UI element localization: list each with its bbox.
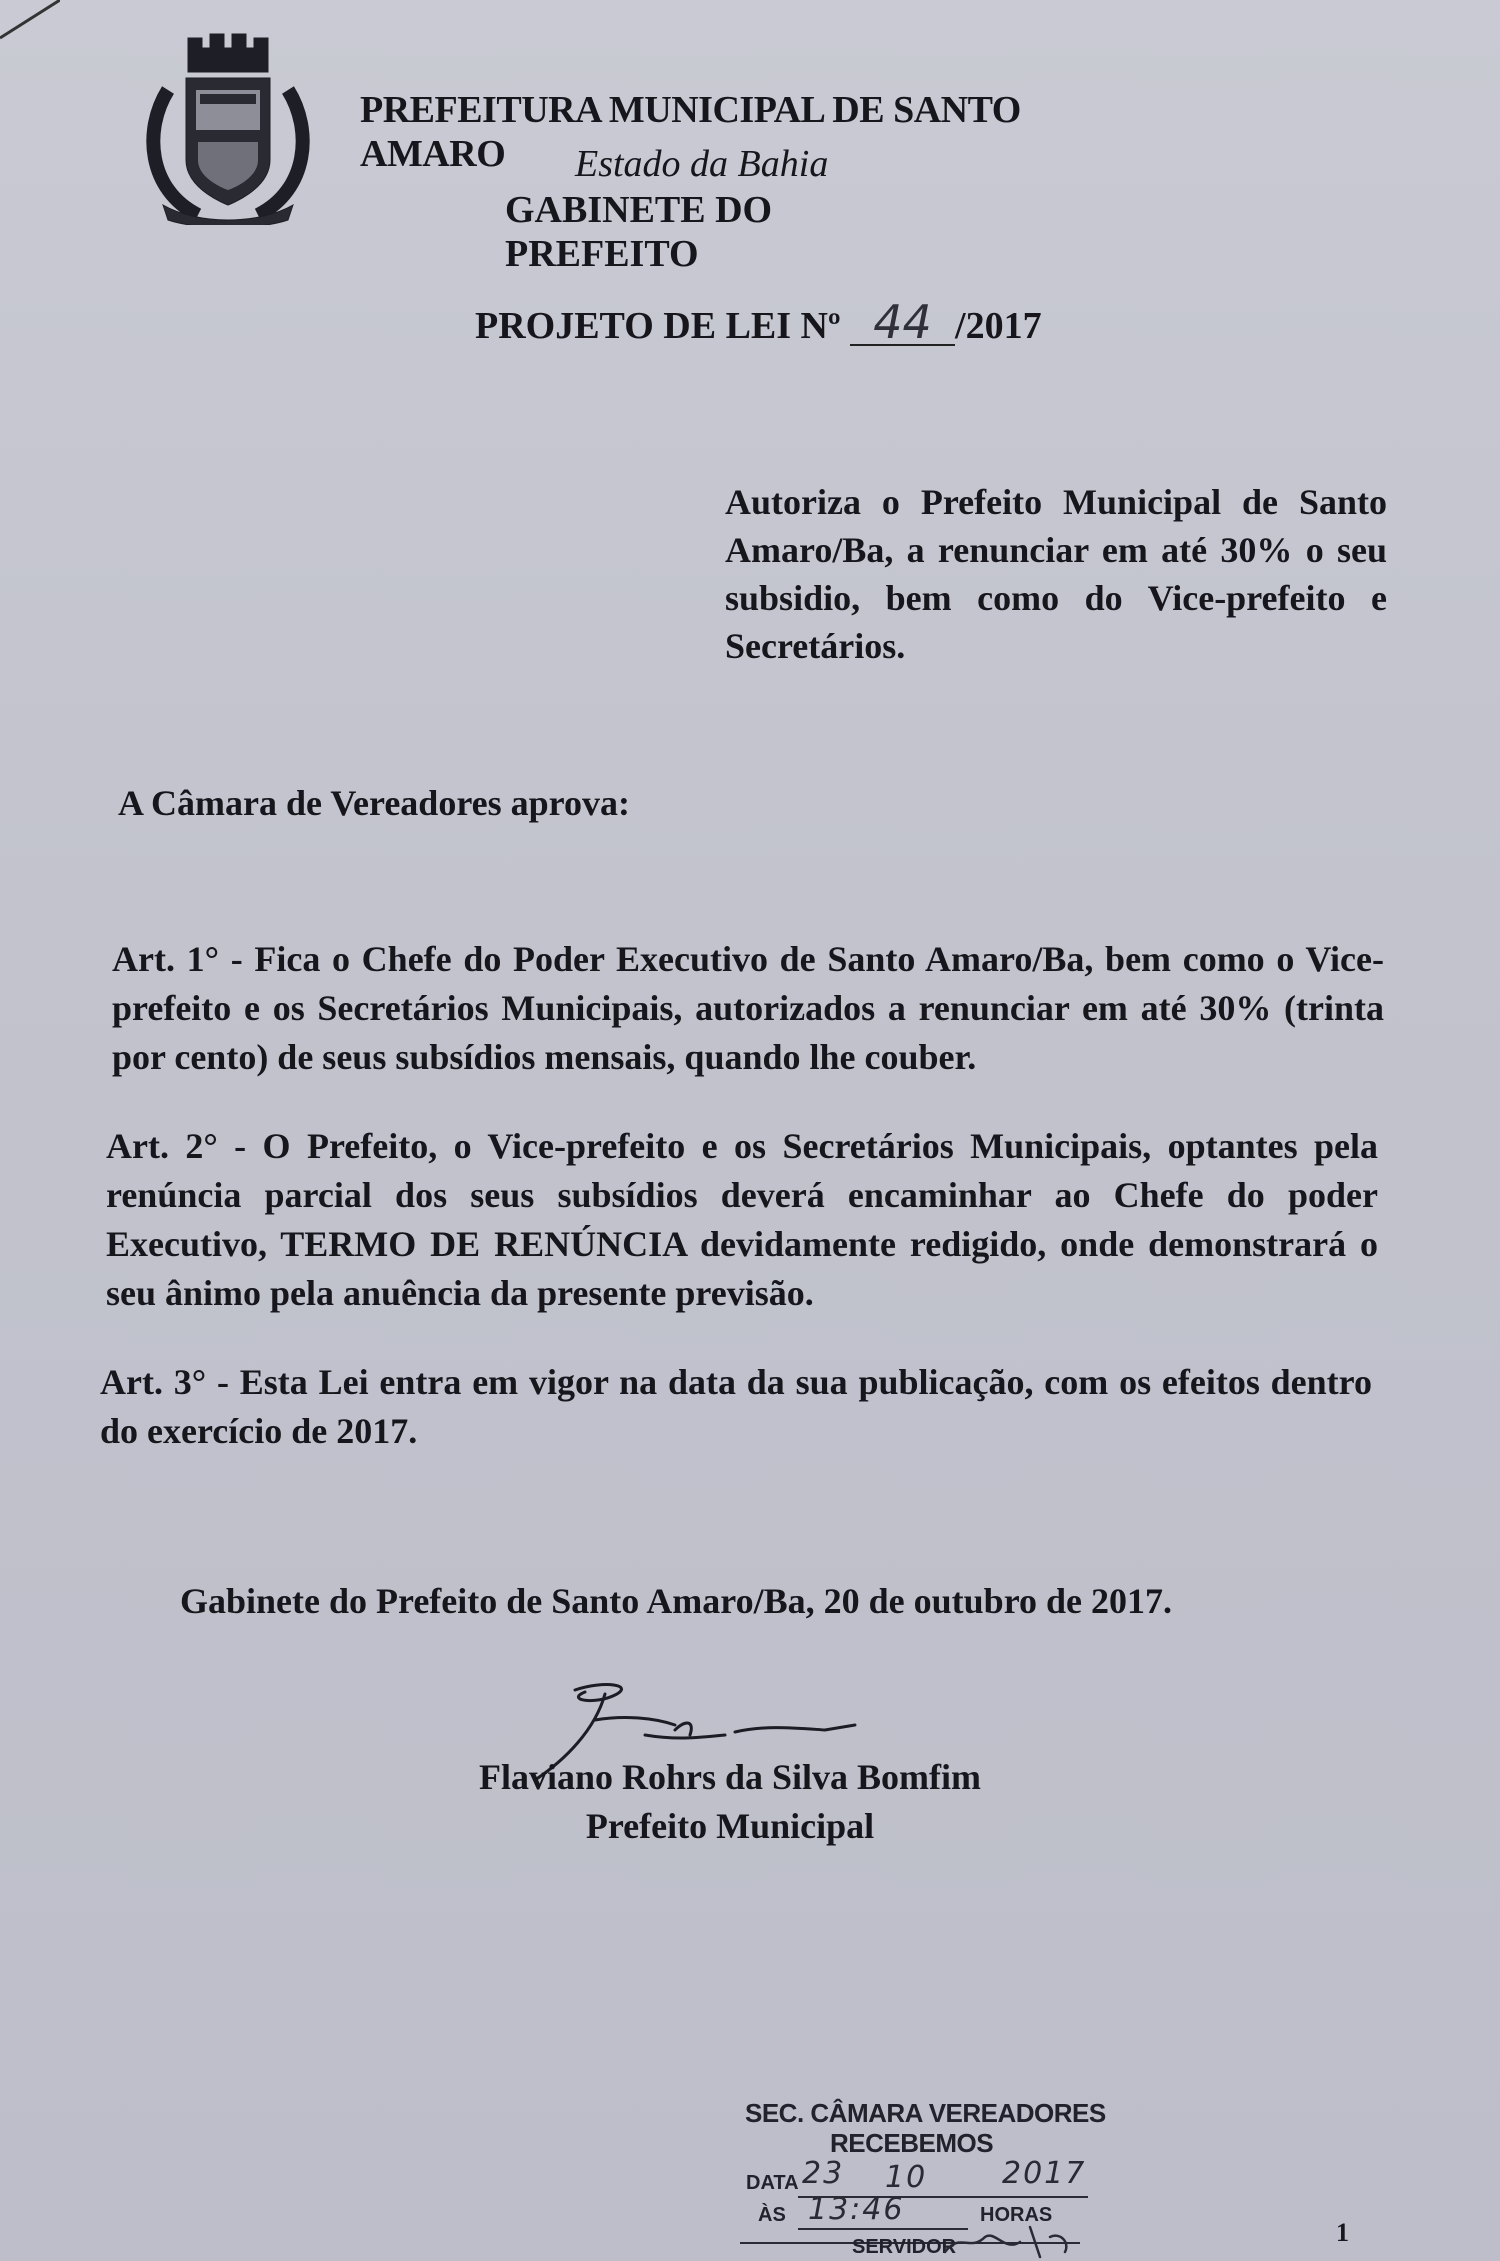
bill-title-year: /2017 (955, 305, 1042, 347)
article-1: Art. 1° - Fica o Chefe do Poder Executivo de Santo Amaro/Ba, bem como o Vice-prefeito e os Secretários Municipais, autorizados a renunciar em até 30% (trinta por cento) de seus subsídios mensais, quando lhe couber. (112, 939, 1384, 1077)
closing-date-line: Gabinete do Prefeito de Santo Amaro/Ba, 20 de outubro de 2017. (180, 1581, 1173, 1621)
page-number: 1 (1336, 2218, 1349, 2247)
stamp-server-label: SERVIDOR (852, 2236, 957, 2258)
stamp-received-label: RECEBEMOS (830, 2128, 994, 2158)
coat-of-arms-icon (138, 30, 318, 225)
bill-summary: Autoriza o Prefeito Municipal de Santo Amaro/Ba, a renunciar em até 30% o seu subsidio, bem como do Vice-prefeito e Secretários. (725, 482, 1387, 666)
stamp-date-label: DATA (746, 2172, 799, 2194)
bill-title (475, 295, 1042, 349)
stamp-date-day: 23 (802, 2156, 845, 2191)
stamp-time-label: ÀS (758, 2204, 786, 2226)
letterhead-office: GABINETE DO PREFEITO (505, 189, 773, 275)
stamp-chamber-label: SEC. CÂMARA VEREADORES (745, 2098, 1106, 2128)
stamp-server-initials (940, 2222, 1080, 2261)
stamp-time-value: 13:46 (808, 2192, 905, 2227)
preamble: A Câmara de Vereadores aprova: (118, 783, 630, 823)
signer-role: Prefeito Municipal (585, 1806, 875, 1846)
corner-scan-mark (0, 0, 60, 40)
article-2: Art. 2° - O Prefeito, o Vice-prefeito e os Secretários Municipais, optantes pela renúncia parcial dos seus subsídios deverá encaminhar ao Chefe do poder Executivo, TERMO DE RENÚNCIA devidamente redigido, onde demonstrará o seu ânimo pela anuência da presente previsão. (106, 1126, 1378, 1313)
letterhead-municipality: PREFEITURA MUNICIPAL DE SANTO AMARO (360, 89, 1021, 175)
receipt-stamp (740, 2092, 1120, 2261)
letterhead-state: Estado da Bahia (575, 143, 829, 185)
stamp-date-month: 10 (885, 2160, 928, 2195)
article-3: Art. 3° - Esta Lei entra em vigor na data da sua publicação, com os efeitos dentro do exercício de 2017. (100, 1362, 1372, 1451)
stamp-date-year: 2017 (1002, 2156, 1087, 2191)
stamp-hours-label: HORAS (980, 2204, 1053, 2226)
bill-number-handwritten: 44 (850, 300, 955, 346)
signer-name: Flaviano Rohrs da Silva Bomfim (478, 1757, 982, 1797)
bill-title-prefix: PROJETO DE LEI Nº (475, 305, 841, 347)
